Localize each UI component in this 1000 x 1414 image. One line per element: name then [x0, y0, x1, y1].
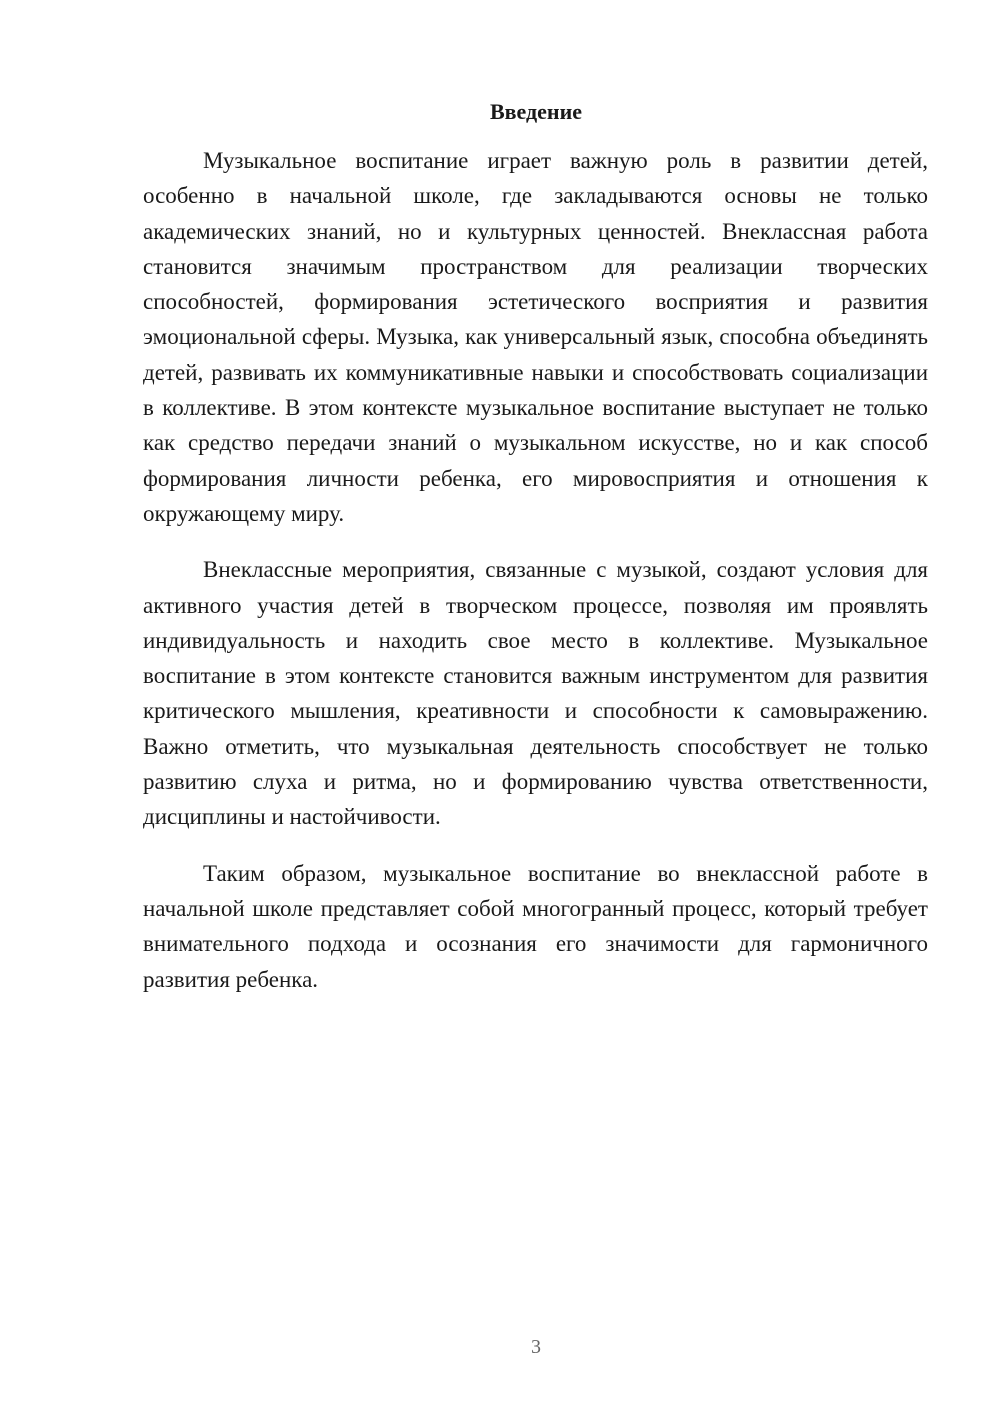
paragraph-3: Таким образом, музыкальное воспитание во внеклассной работе в начальной школе представляет собой многогранный процесс, который требует внимательного подхода и осознания его значимости для гармоничного развития ребенка. — [143, 860, 928, 992]
paragraph-1: Музыкальное воспитание играет важную роль в развитии детей, особенно в начальной школе, где закладываются основы не только академических знаний, но и культурных ценностей. Внеклассная работа становится значимым пространством для реализации творческих способностей, формирования эстетического восприятия и развития эмоциональной сферы. Музыка, как универсальный язык, способна объединять детей, развивать их коммуникативные навыки и способствовать социализации в коллективе. В этом контексте музыкальное воспитание выступает не только как средство передачи знаний о музыкальном искусстве, но и как способ формирования личности ребенка, его мировосприятия и отношения к окружающему миру. — [143, 148, 928, 526]
section-title: Введение — [489, 99, 583, 124]
paragraph-2: Внеклассные мероприятия, связанные с музыкой, создают условия для активного участия детей в творческом процессе, позволяя им проявлять индивидуальность и находить свое место в коллективе. Музыкальное воспитание в этом контексте становится важным инструментом для развития критического мышления, креативности и способности к самовыражению. Важно отметить, что музыкальная деятельность способствует не только развитию слуха и ритма, но и формированию чувства ответственности, дисциплины и настойчивости. — [143, 557, 928, 830]
page-number: 3 — [531, 1336, 541, 1358]
body-text — [143, 143, 928, 997]
